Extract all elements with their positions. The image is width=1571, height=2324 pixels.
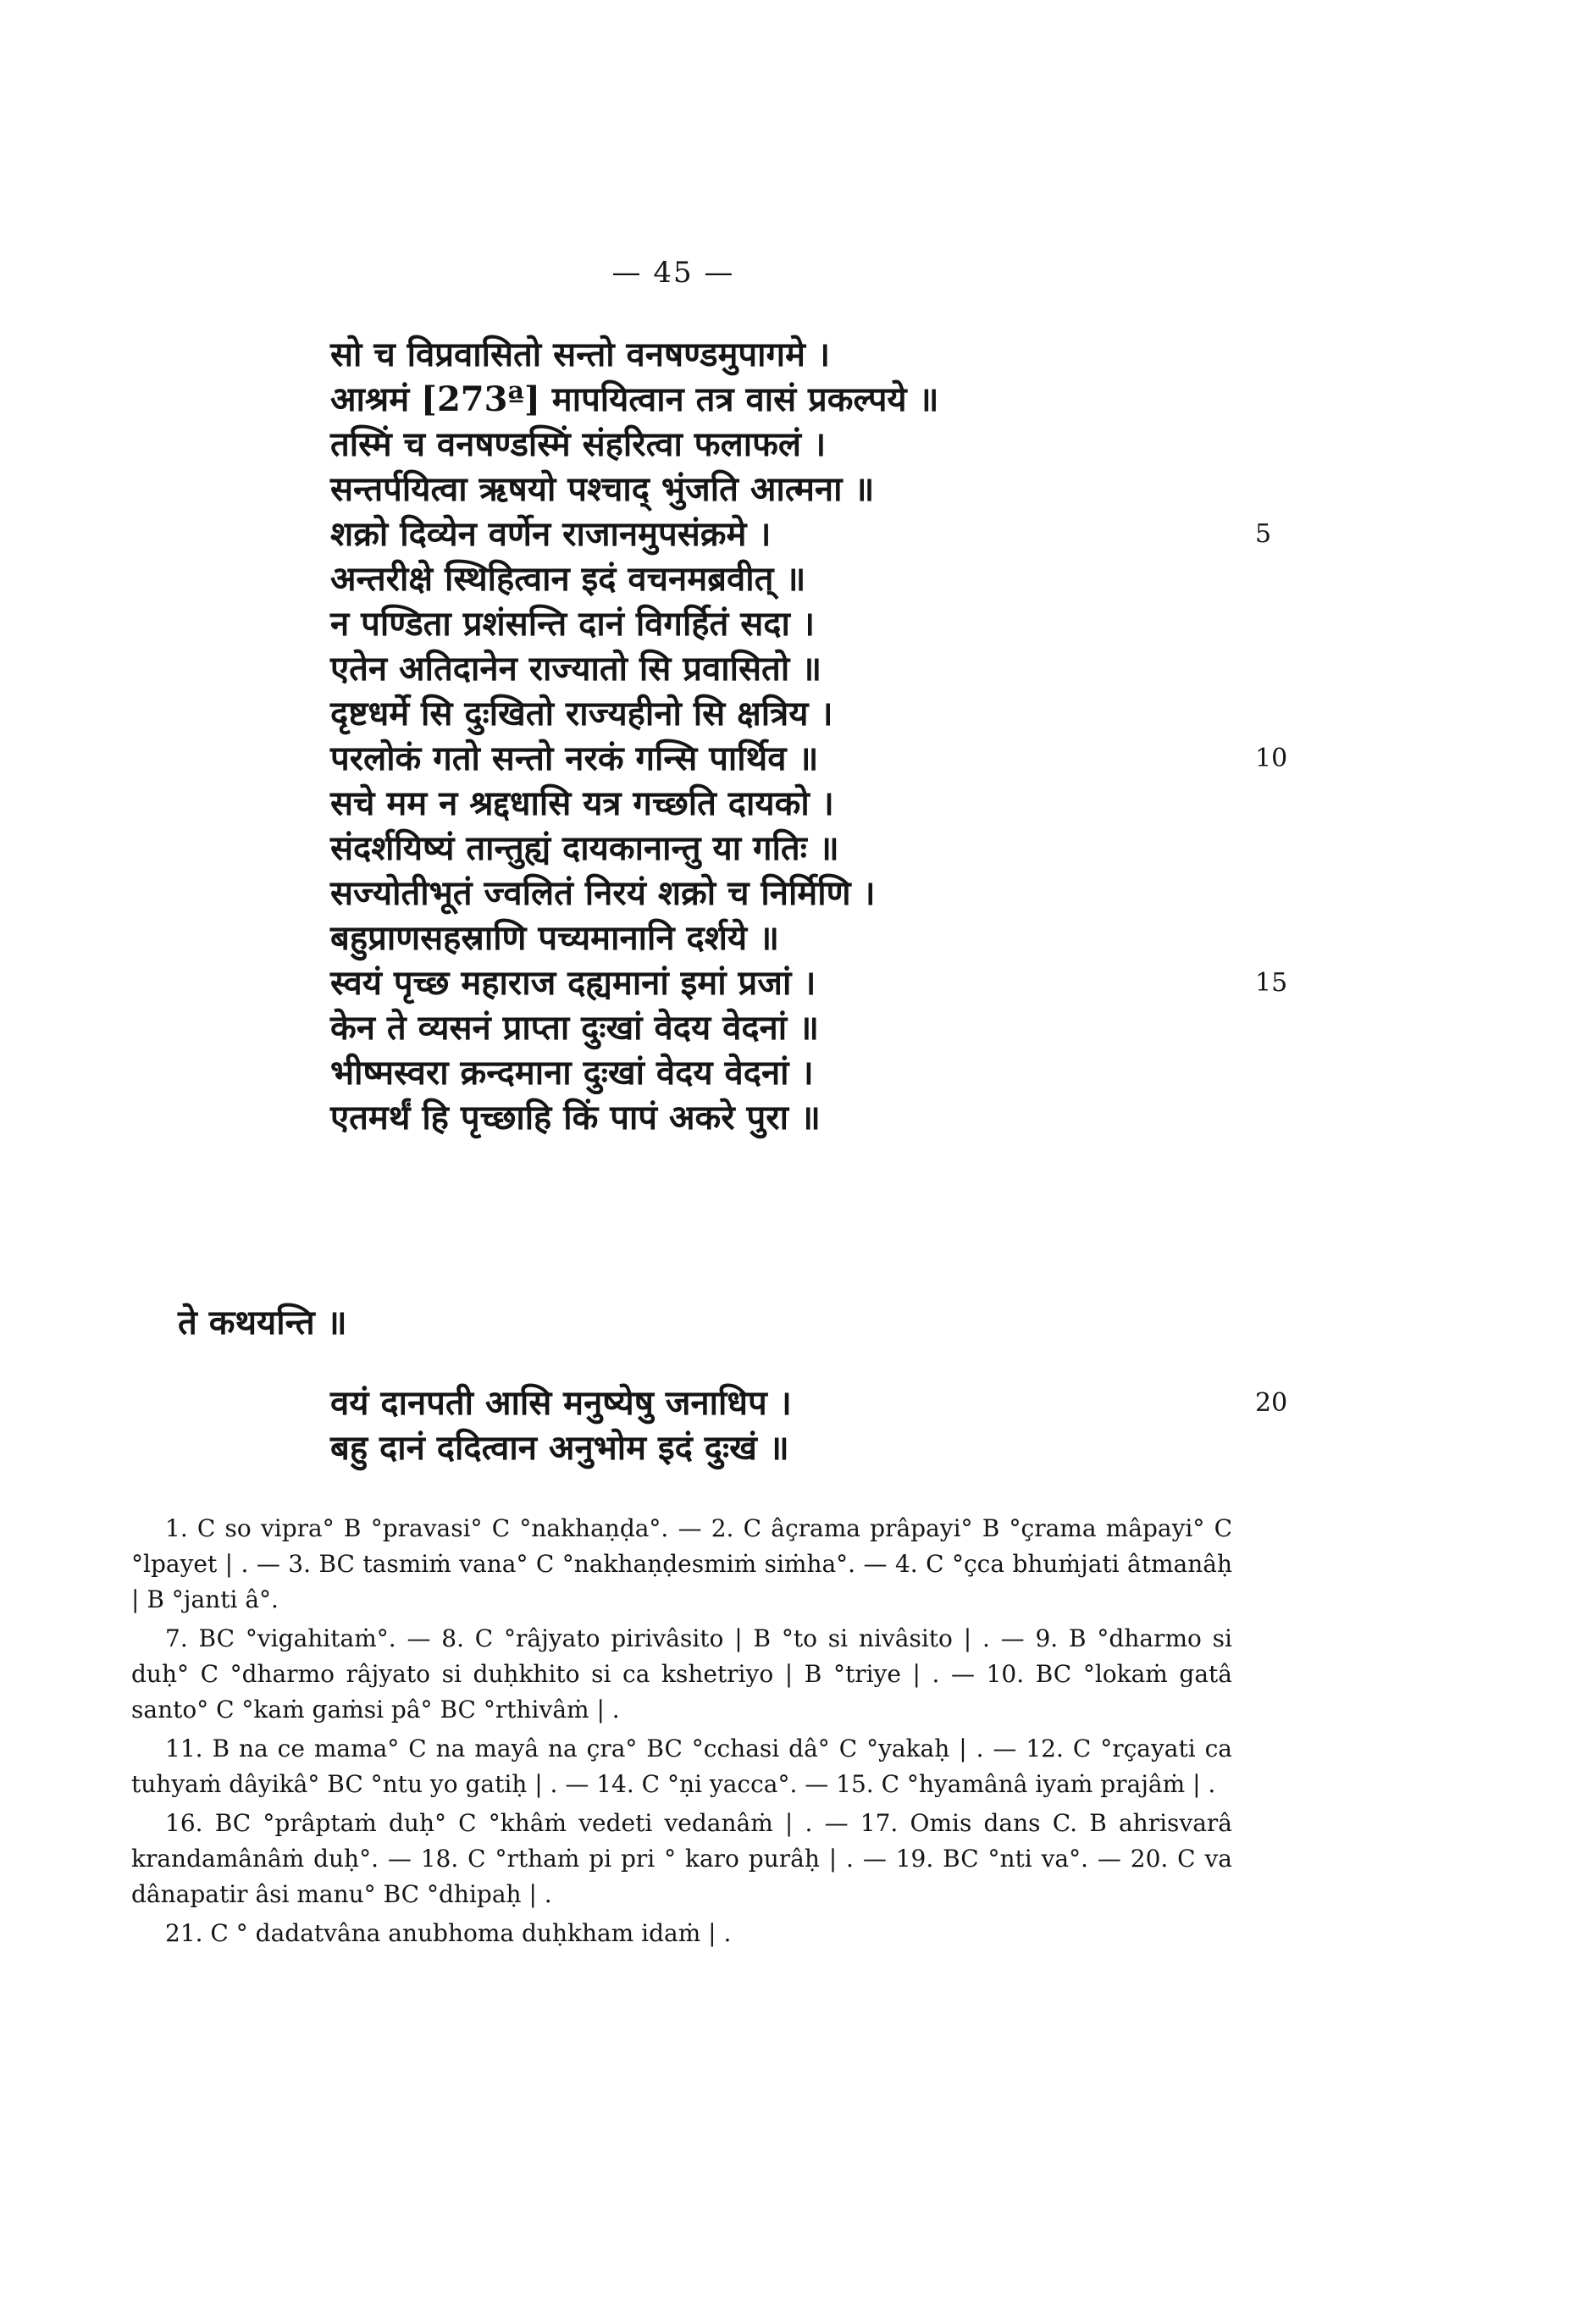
verse-line: भीष्मस्वरा क्रन्दमाना दुःखां वेदय वेदनां । [330,1053,814,1093]
verse-line: वयं दानपती आसि मनुष्येषु जनाधिप । 20 [330,1381,1287,1425]
line-number: 15 [1255,968,1288,998]
verse-line: केन ते व्यसनं प्राप्ता दुःखां वेदय वेदनां ॥ [330,1008,819,1048]
footnote: 1. C so vipra° B °pravasi° C °nakhaṇḍa°. — 2. C âçrama prâpayi° B °çrama mâpayi° C °lpayet | . — 3. BC tasmiṁ vana° C °nakhaṇḍesmiṁ siṁha°. — 4. C °çca bhuṁjati âtmanâḥ | B °janti â°. [131,1514,1232,1613]
verse-line: एतमर्थं हि पृच्छाहि किं पापं अकरे पुरा ॥ [330,1098,821,1137]
verse-line: एतेन अतिदानेन राज्यातो सि प्रवासितो ॥ [330,649,822,689]
footnotes [131,1511,1232,1955]
verse-line: तस्मिं च वनषण्डस्मिं संहरित्वा फलाफलं । [330,424,827,464]
footnote: 11. B na ce mama° C na mayâ na çra° BC °cchasi dâ° C °yakaḥ | . — 12. C °rçayati ca tuhyaṁ dâyikâ° BC °ntu yo gatiḥ | . — 14. C °ṇi yacca°. — 15. C °hyamânâ iyaṁ prajâṁ | . [131,1735,1232,1798]
verse-line: दृष्टधर्मे सि दुःखितो राज्यहीनो सि क्षत्रिय । [330,694,833,733]
verse-line: अन्तरीक्षे स्थिहित्वान इदं वचनमब्रवीत् ॥ [330,559,806,599]
prose-line: ते कथयन्ति ॥ [178,1303,347,1342]
verse-line: न पण्डिता प्रशंसन्ति दानं विगर्हितं सदा । [330,604,815,644]
verse-line: सचे मम न श्रद्दधासि यत्र गच्छति दायको । [330,783,834,823]
page-number: — 45 — [611,256,735,290]
verse-line: बहु दानं ददित्वान अनुभोम इदं दुःखं ॥ [330,1428,789,1468]
verse-block [330,1381,1287,1470]
line-number: 5 [1255,519,1272,549]
line-number: 10 [1255,744,1288,773]
footnote: 7. BC °vigahitaṁ°. — 8. C °râjyato pirivâsito | B °to si nivâsito | . — 9. B °dharmo si duḥ° C °dharmo râjyato si duḥkhito si ca kshetriyo | B °triye | . — 10. BC °lokaṁ gatâ santo° C °kaṁ gaṁsi pâ° BC °rthivâṁ | . [131,1624,1232,1724]
verse-line: सन्तर्पयित्वा ऋषयो पश्चाद् भुंजति आत्मना ॥ [330,469,875,509]
line-number: 20 [1255,1388,1288,1418]
verse-line: बहुप्राणसहस्राणि पच्यमानानि दर्शये ॥ [330,918,780,958]
verse-line: संदर्शयिष्यं तान्तुह्यं दायकानान्तु या गतिः ॥ [330,828,839,868]
footnote: 21. C ° dadatvâna anubhoma duḥkham idaṁ | . [165,1919,732,1947]
verse-line: सो च विप्रवासितो सन्तो वनषण्डमुपागमे । [330,335,831,374]
verse-line: स्वयं पृच्छ महाराज दह्यमानां इमां प्रजां । 15 [330,960,1287,1005]
verse-line: परलोकं गतो सन्तो नरकं गन्सि पार्थिव ॥ 10 [330,736,1287,781]
verse-line: शक्रो दिव्येन वर्णेन राजानमुपसंक्रमे । 5 [330,512,1287,556]
verse-block [330,332,1287,1140]
verse-line: आश्रमं [273ª] मापयित्वान तत्र वासं प्रकल्पये ॥ [330,379,939,419]
footnote: 16. BC °prâptaṁ duḥ° C °khâṁ vedeti vedanâṁ | . — 17. Omis dans C. B ahrisvarâ krandamânâṁ duḥ°. — 18. C °rthaṁ pi pri ° karo purâḥ | . — 19. BC °nti va°. — 20. C va dânapatir âsi manu° BC °dhipaḥ | . [131,1809,1232,1908]
verse-line: सज्योतीभूतं ज्वलितं निरयं शक्रो च निर्मिणि । [330,873,876,913]
